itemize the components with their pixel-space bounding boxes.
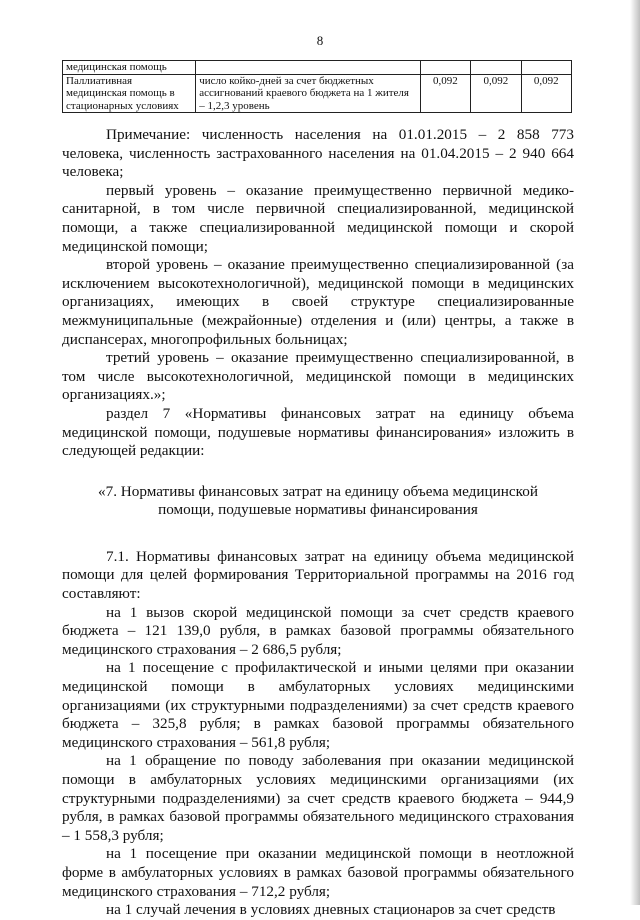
section-paragraph: на 1 обращение по поводу заболевания при оказании медицинской помощи в амбулаторных условиях медицинскими организациями (их структурными подразделениями) за счет средств краевого бюджета – 944,9 рубля, в рамках базовой программы обязательного медицинского страхования – 1 558,3 рубля; (62, 752, 574, 844)
level-two-paragraph: второй уровень – оказание преимущественно специализированной (за исключением высокотехнологичной), медицинской помощи в медицинских организациях, имеющих в своей структуре специализированные межмуниципальные (межрайонные) отделения и (или) центры, а также в диспансерах, многопрофильных больницах; (62, 256, 574, 348)
level-three-paragraph: третий уровень – оказание преимущественно специализированной, в том числе высокотехнологичной, медицинской помощи в медицинских организациях.»; (62, 349, 574, 404)
section-paragraph: на 1 вызов скорой медицинской помощи за счет средств краевого бюджета – 121 139,0 рубля, в рамках базовой программы обязательного медицинского страхования – 2 686,5 рубля; (62, 603, 574, 658)
table-row (63, 74, 572, 113)
section-heading: «7. Нормативы финансовых затрат на единицу объема медицинской помощи, подушевые нормативы финансирования (98, 482, 538, 519)
table-cell-name: медицинская помощь (63, 61, 196, 75)
table-row (63, 61, 572, 75)
section-paragraph: на 1 посещение при оказании медицинской помощи в неотложной форме в амбулаторных условиях в рамках базовой программы обязательного медицинского страхования – 712,2 рубля; (62, 845, 574, 900)
page-number: 8 (316, 33, 324, 48)
note-paragraph: Примечание: численность населения на 01.01.2015 – 2 858 773 человека, численность застрахованного населения на 01.04.2015 – 2 940 664 человека; (62, 126, 574, 181)
section-paragraph: 7.1. Нормативы финансовых затрат на единицу объема медицинской помощи для целей формирования Территориальной программы на 2016 год составляют: (62, 547, 574, 603)
section-paragraph: на 1 случай лечения в условиях дневных стационаров за счет средств (106, 901, 556, 919)
table-cell-unit: число койко-дней за счет бюджетных ассигнований краевого бюджета на 1 жителя – 1,2,3 уровень (196, 74, 420, 113)
level-one-paragraph: первый уровень – оказание преимущественно первичной медико-санитарной, в том числе первичной специализированной, медицинской помощи, а также специализированной медицинской помощи и скорой медицинской помощи; (62, 181, 574, 255)
table-cell-value (420, 61, 470, 75)
table-cell-name: Паллиативная медицинская помощь в стационарных условиях (63, 74, 196, 113)
section-change-paragraph: раздел 7 «Нормативы финансовых затрат на единицу объема медицинской помощи, подушевые нормативы финансирования» изложить в следующей редакции: (62, 404, 574, 460)
table-cell-value: 0,092 (471, 74, 521, 113)
scan-edge-shadow (630, 0, 640, 905)
document-body (62, 126, 574, 920)
section-paragraph: на 1 посещение с профилактической и иными целями при оказании медицинской помощи в амбулаторных условиях медицинскими организациями (их структурными подразделениями) за счет средств краевого бюджета – 325,8 рубля; в рамках базовой программы обязательного медицинского страхования – 561,8 рубля; (62, 659, 574, 751)
table-cell-unit (196, 61, 420, 75)
volume-table (62, 60, 572, 113)
table-cell-value (521, 61, 571, 75)
table-cell-value: 0,092 (521, 74, 571, 113)
table-cell-value (471, 61, 521, 75)
table-cell-value: 0,092 (420, 74, 470, 113)
